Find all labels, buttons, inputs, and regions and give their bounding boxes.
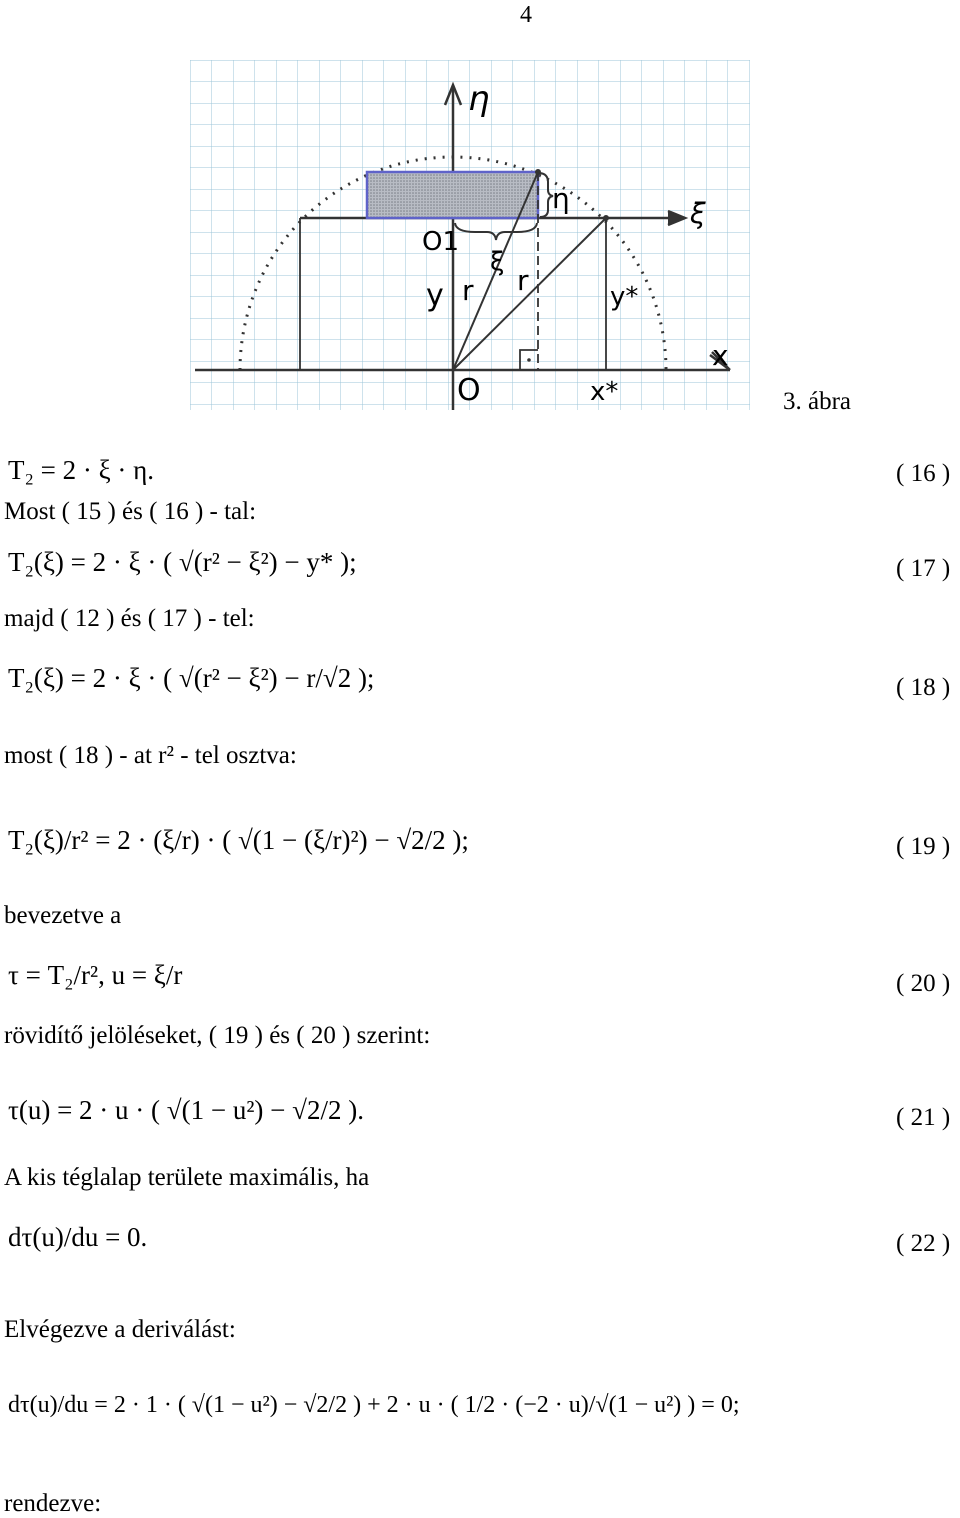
label-x: x: [712, 339, 729, 372]
text-elvegezve: Elvégezve a deriválást:: [4, 1316, 236, 1343]
shaded-rectangle: [367, 172, 538, 218]
label-y: y: [426, 278, 444, 313]
label-eta: η: [468, 79, 490, 119]
equation-18: T₂(ξ) = 2 · ξ · ( √(r² − ξ²) − r/√2 );: [8, 663, 375, 693]
text-roviditő: rövidítő jelöléseket, ( 19 ) és ( 20 ) szerint:: [4, 1022, 431, 1049]
figure-caption: 3. ábra: [783, 388, 852, 415]
label-x-star: x*: [590, 377, 619, 407]
text-majd: majd ( 12 ) és ( 17 ) - tel:: [4, 605, 255, 632]
label-xi-axis: ξ: [690, 197, 706, 230]
equation-derivative: dτ(u)/du = 2 · 1 · ( √(1 − u²) − √2/2 ) + 2 · u · ( 1/2 · (−2 · u)/√(1 − u²) ) = 0;: [8, 1392, 740, 1418]
equation-number-19: ( 19 ): [896, 833, 951, 860]
equation-22: dτ(u)/du = 0.: [8, 1222, 148, 1252]
label-r1: r: [462, 274, 474, 307]
equation-number-17: ( 17 ): [896, 555, 951, 582]
equation-21: τ(u) = 2 · u · ( √(1 − u²) − √2/2 ).: [8, 1095, 364, 1125]
equation-number-22: ( 22 ): [896, 1230, 951, 1257]
equation-16: T₂ = 2 · ξ · η.: [8, 455, 155, 485]
label-o1: O1: [422, 227, 460, 257]
equation-number-18: ( 18 ): [896, 674, 951, 701]
equation-number-20: ( 20 ): [896, 970, 951, 997]
equation-number-16: ( 16 ): [896, 460, 951, 487]
text-kis-teglalap: A kis téglalap területe maximális, ha: [4, 1164, 370, 1191]
equation-19: T₂(ξ)/r² = 2 · (ξ/r) · ( √(1 − (ξ/r)²) − √2/2 );: [8, 825, 469, 855]
text-bevezetve: bevezetve a: [4, 902, 122, 929]
label-eta-side: η: [552, 182, 570, 215]
label-y-star: y*: [610, 282, 639, 312]
equation-20: τ = T₂/r², u = ξ/r: [8, 960, 183, 990]
equation-17: T₂(ξ) = 2 · ξ · ( √(r² − ξ²) − y* );: [8, 547, 357, 577]
figure-3: [190, 60, 770, 420]
label-xi-brace: ξ: [490, 247, 505, 277]
text-rendezve: rendezve:: [4, 1490, 102, 1517]
page-number: 4: [520, 2, 532, 28]
text-most-15: Most ( 15 ) és ( 16 ) - tal:: [4, 498, 257, 525]
label-origin: O: [457, 373, 481, 408]
label-r2: r: [517, 264, 529, 297]
text-most-18: most ( 18 ) - at r² - tel osztva:: [4, 742, 297, 769]
equation-number-21: ( 21 ): [896, 1104, 951, 1131]
